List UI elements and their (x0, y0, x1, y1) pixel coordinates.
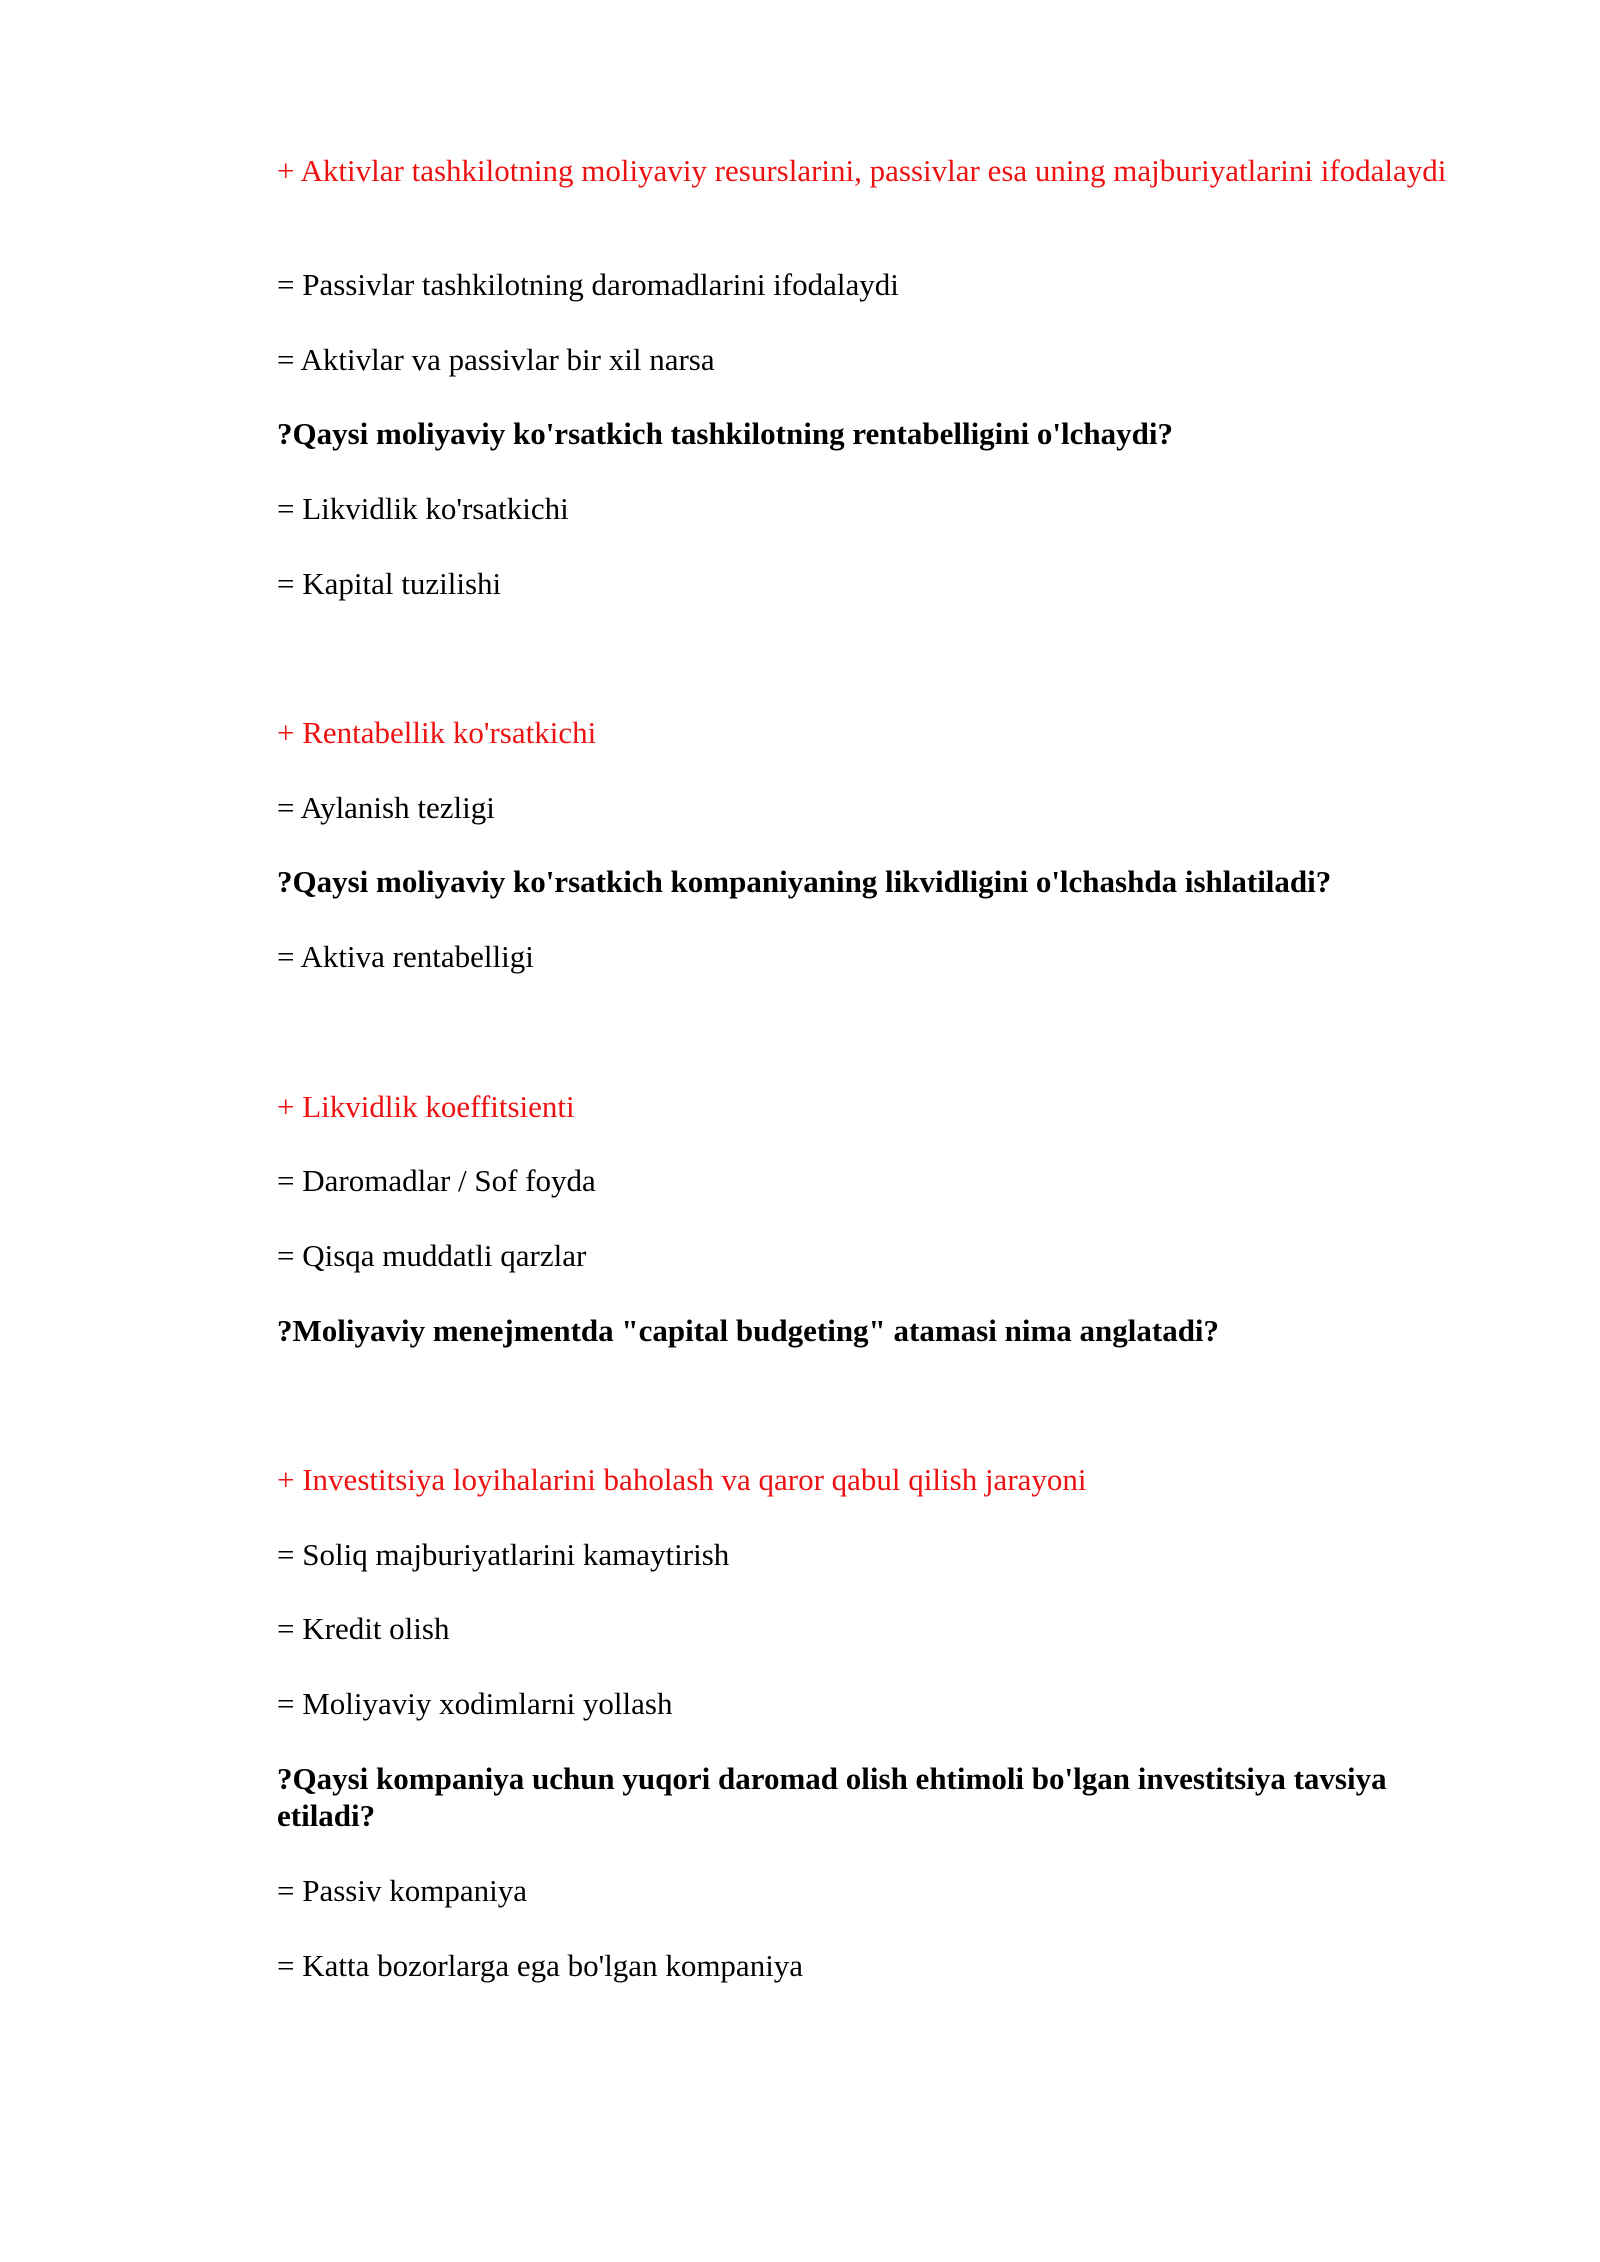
answer-option: = Daromadlar / Sof foyda (277, 1163, 596, 1198)
answer-option: = Aktiva rentabelligi (277, 939, 534, 974)
question-text: ?Qaysi moliyaviy ko'rsatkich tashkilotning rentabelligini o'lchaydi? (277, 416, 1173, 451)
answer-option: = Moliyaviy xodimlarni yollash (277, 1686, 673, 1721)
answer-option: = Passivlar tashkilotning daromadlarini ifodalaydi (277, 267, 899, 302)
correct-answer: + Aktivlar tashkilotning moliyaviy resurslarini, passivlar esa uning majburiyatlarini ifodalaydi (277, 153, 1447, 188)
correct-answer: + Investitsiya loyihalarini baholash va qaror qabul qilish jarayoni (277, 1462, 1087, 1497)
answer-option: = Kapital tuzilishi (277, 566, 502, 601)
answer-option: = Aktivlar va passivlar bir xil narsa (277, 342, 715, 377)
answer-option: = Aylanish tezligi (277, 790, 495, 825)
question-text: ?Qaysi kompaniya uchun yuqori daromad olish ehtimoli bo'lgan investitsiya tavsiya etiladi? (277, 1761, 1387, 1833)
question-text: ?Moliyaviy menejmentda "capital budgeting" atamasi nima anglatadi? (277, 1313, 1220, 1348)
correct-answer: + Rentabellik ko'rsatkichi (277, 715, 597, 750)
answer-option: = Qisqa muddatli qarzlar (277, 1238, 587, 1273)
answer-option: = Soliq majburiyatlarini kamaytirish (277, 1537, 730, 1572)
answer-option: = Passiv kompaniya (277, 1873, 527, 1908)
question-text: ?Qaysi moliyaviy ko'rsatkich kompaniyaning likvidligini o'lchashda ishlatiladi? (277, 864, 1332, 899)
answer-option: = Likvidlik ko'rsatkichi (277, 491, 569, 526)
answer-option: = Katta bozorlarga ega bo'lgan kompaniya (277, 1948, 804, 1983)
correct-answer: + Likvidlik koeffitsienti (277, 1089, 575, 1124)
answer-option: = Kredit olish (277, 1611, 450, 1646)
